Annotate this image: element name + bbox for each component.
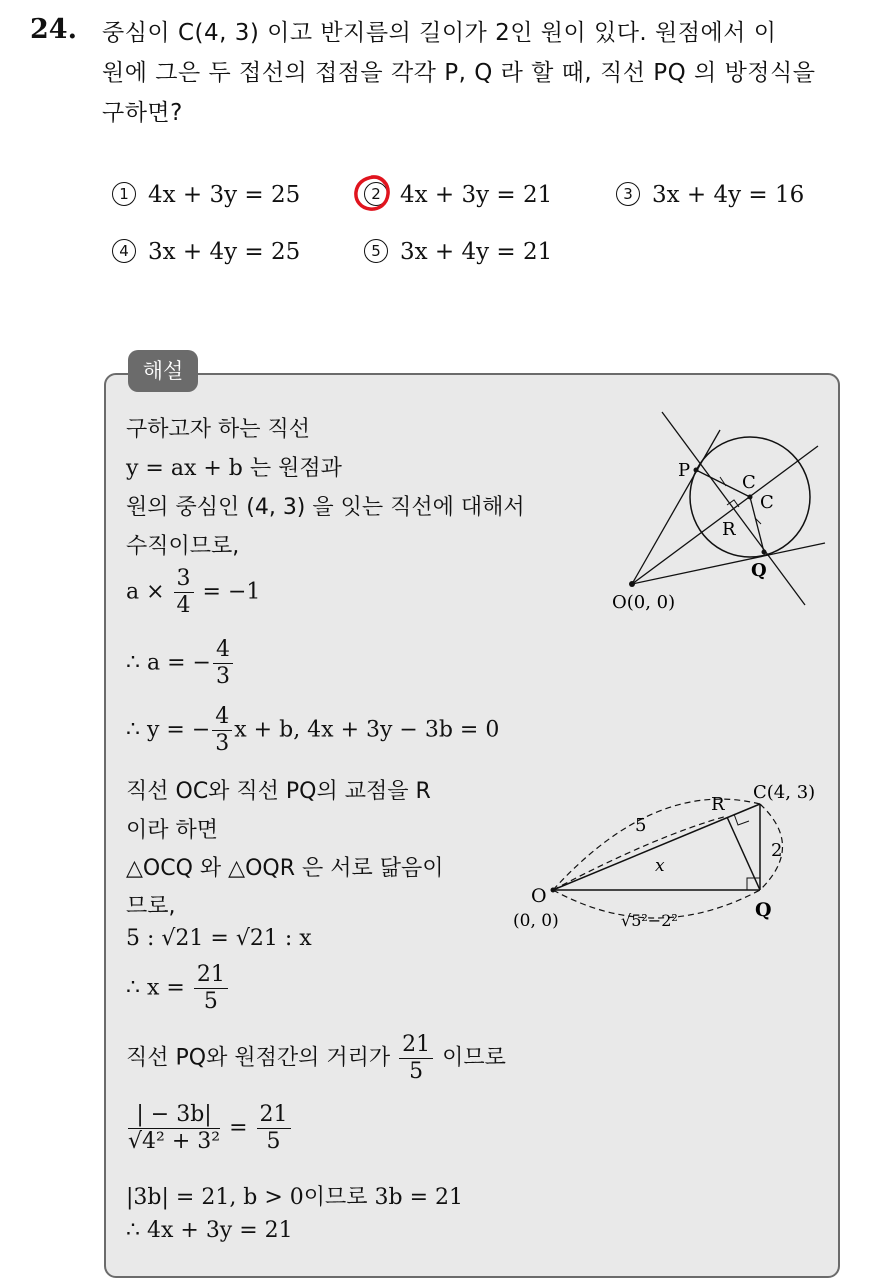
ratio-equation: 5 : √21 = √21 : x xyxy=(126,926,312,951)
para2-line-4: 므로, xyxy=(126,894,176,919)
choice-4[interactable] xyxy=(112,239,300,265)
eq3-left: ∴ y = − xyxy=(126,717,211,743)
label-o: O(0, 0) xyxy=(612,592,676,613)
equation-1 xyxy=(126,566,260,619)
point-o xyxy=(629,581,635,587)
eq4-den: 5 xyxy=(203,989,218,1014)
eq3-den: 3 xyxy=(215,731,230,756)
eq2-left: ∴ a = − xyxy=(126,650,211,676)
distance-den: 5 xyxy=(409,1059,424,1084)
distance-after: 이므로 xyxy=(442,1045,506,1071)
question-line-1: 중심이 C(4, 3) 이고 반지름의 길이가 2인 원이 있다. 원점에서 이 xyxy=(102,20,777,46)
equation-2 xyxy=(126,637,235,690)
eq5-num: | − 3b| xyxy=(128,1102,220,1129)
choice-2-mark: 2 xyxy=(364,182,388,206)
tick-1 xyxy=(720,477,726,486)
equation-7: ∴ 4x + 3y = 21 xyxy=(126,1218,293,1243)
label-x: x xyxy=(655,856,665,876)
equation-6: |3b| = 21, b > 0이므로 3b = 21 xyxy=(126,1185,464,1210)
side-oc xyxy=(553,804,760,890)
eq3-right: x + b, 4x + 3y − 3b = 0 xyxy=(234,717,500,743)
eq5-eq: = xyxy=(229,1115,248,1141)
para2-line-1: 직선 OC와 직선 PQ의 교점을 R xyxy=(126,779,431,804)
choice-3[interactable] xyxy=(616,182,804,208)
point-p xyxy=(694,468,699,473)
tangent-line-oq xyxy=(632,543,825,584)
choice-5-text: 3x + 4y = 21 xyxy=(400,239,553,265)
tangent-line-op xyxy=(632,430,720,584)
question-line-2: 원에 그은 두 접선의 접점을 각각 P, Q 라 할 때, 직선 PQ 의 방정식을 xyxy=(102,60,816,86)
eq2-num: 4 xyxy=(213,637,233,664)
label-c: C(4, 3) xyxy=(753,782,816,803)
answer-circle-mark xyxy=(352,173,392,213)
point-q xyxy=(762,550,767,555)
eq1-den: 4 xyxy=(176,593,191,618)
point-c xyxy=(748,495,753,500)
label-r2: R xyxy=(711,794,725,815)
equation-5 xyxy=(126,1102,293,1155)
question-line-3: 구하면? xyxy=(102,100,183,126)
point-o2 xyxy=(551,888,556,893)
label-o2-coord: (0, 0) xyxy=(513,911,559,931)
distance-num: 21 xyxy=(399,1032,433,1059)
right-angle-r2 xyxy=(734,814,749,825)
choice-1-text: 4x + 3y = 25 xyxy=(148,182,301,208)
equation-4 xyxy=(126,962,230,1015)
para2-line-3: △OCQ 와 △OQR 은 서로 닮음이 xyxy=(126,856,444,881)
eq1-left: a × xyxy=(126,579,165,605)
line-oc xyxy=(632,446,818,584)
label-c2: C xyxy=(760,492,774,513)
choice-5-mark: 5 xyxy=(364,239,388,263)
choice-4-text: 3x + 4y = 25 xyxy=(148,239,301,265)
eq2-den: 3 xyxy=(215,664,230,689)
tangent-circle-figure xyxy=(600,410,830,620)
label-five: 5 xyxy=(635,815,647,836)
eq4-num: 21 xyxy=(194,962,228,989)
choice-1-mark: 1 xyxy=(112,182,136,206)
eq5-rnum: 21 xyxy=(257,1102,291,1129)
eq1-num: 3 xyxy=(174,566,194,593)
label-o2: O xyxy=(531,885,547,907)
choice-3-mark: 3 xyxy=(616,182,640,206)
label-two: 2 xyxy=(771,840,783,861)
question-number: 24. xyxy=(30,14,77,45)
para2-line-2: 이라 하면 xyxy=(126,818,219,843)
eq1-right: = −1 xyxy=(202,579,261,605)
solution-intro-4: 수직이므로, xyxy=(126,534,240,559)
label-base: √5²−2² xyxy=(621,911,678,930)
similar-triangles-figure xyxy=(505,776,835,936)
eq4-left: ∴ x = xyxy=(126,975,185,1001)
label-p: P xyxy=(678,460,691,481)
eq5-den: √4² + 3² xyxy=(128,1129,221,1154)
choice-3-text: 3x + 4y = 16 xyxy=(652,182,805,208)
eq3-num: 4 xyxy=(212,704,232,731)
equation-3 xyxy=(126,704,499,757)
label-r: R xyxy=(722,519,736,540)
label-q: Q xyxy=(751,560,767,581)
choice-5[interactable] xyxy=(364,239,552,265)
choice-4-mark: 4 xyxy=(112,239,136,263)
choice-2[interactable] xyxy=(364,182,552,208)
solution-intro-3: 원의 중심인 (4, 3) 을 잇는 직선에 대해서 xyxy=(126,495,525,520)
choice-1[interactable] xyxy=(112,182,300,208)
segment-rq xyxy=(727,817,760,890)
distance-line xyxy=(126,1032,506,1085)
label-c1: C xyxy=(742,472,756,493)
solution-intro-2: y = ax + b 는 원점과 xyxy=(126,456,342,481)
eq5-rden: 5 xyxy=(266,1129,281,1154)
choice-2-text: 4x + 3y = 21 xyxy=(400,182,553,208)
distance-text: 직선 PQ와 원점간의 거리가 xyxy=(126,1045,391,1071)
label-q2: Q xyxy=(755,899,772,921)
solution-intro-1: 구하고자 하는 직선 xyxy=(126,417,311,442)
solution-badge: 해설 xyxy=(128,350,198,392)
